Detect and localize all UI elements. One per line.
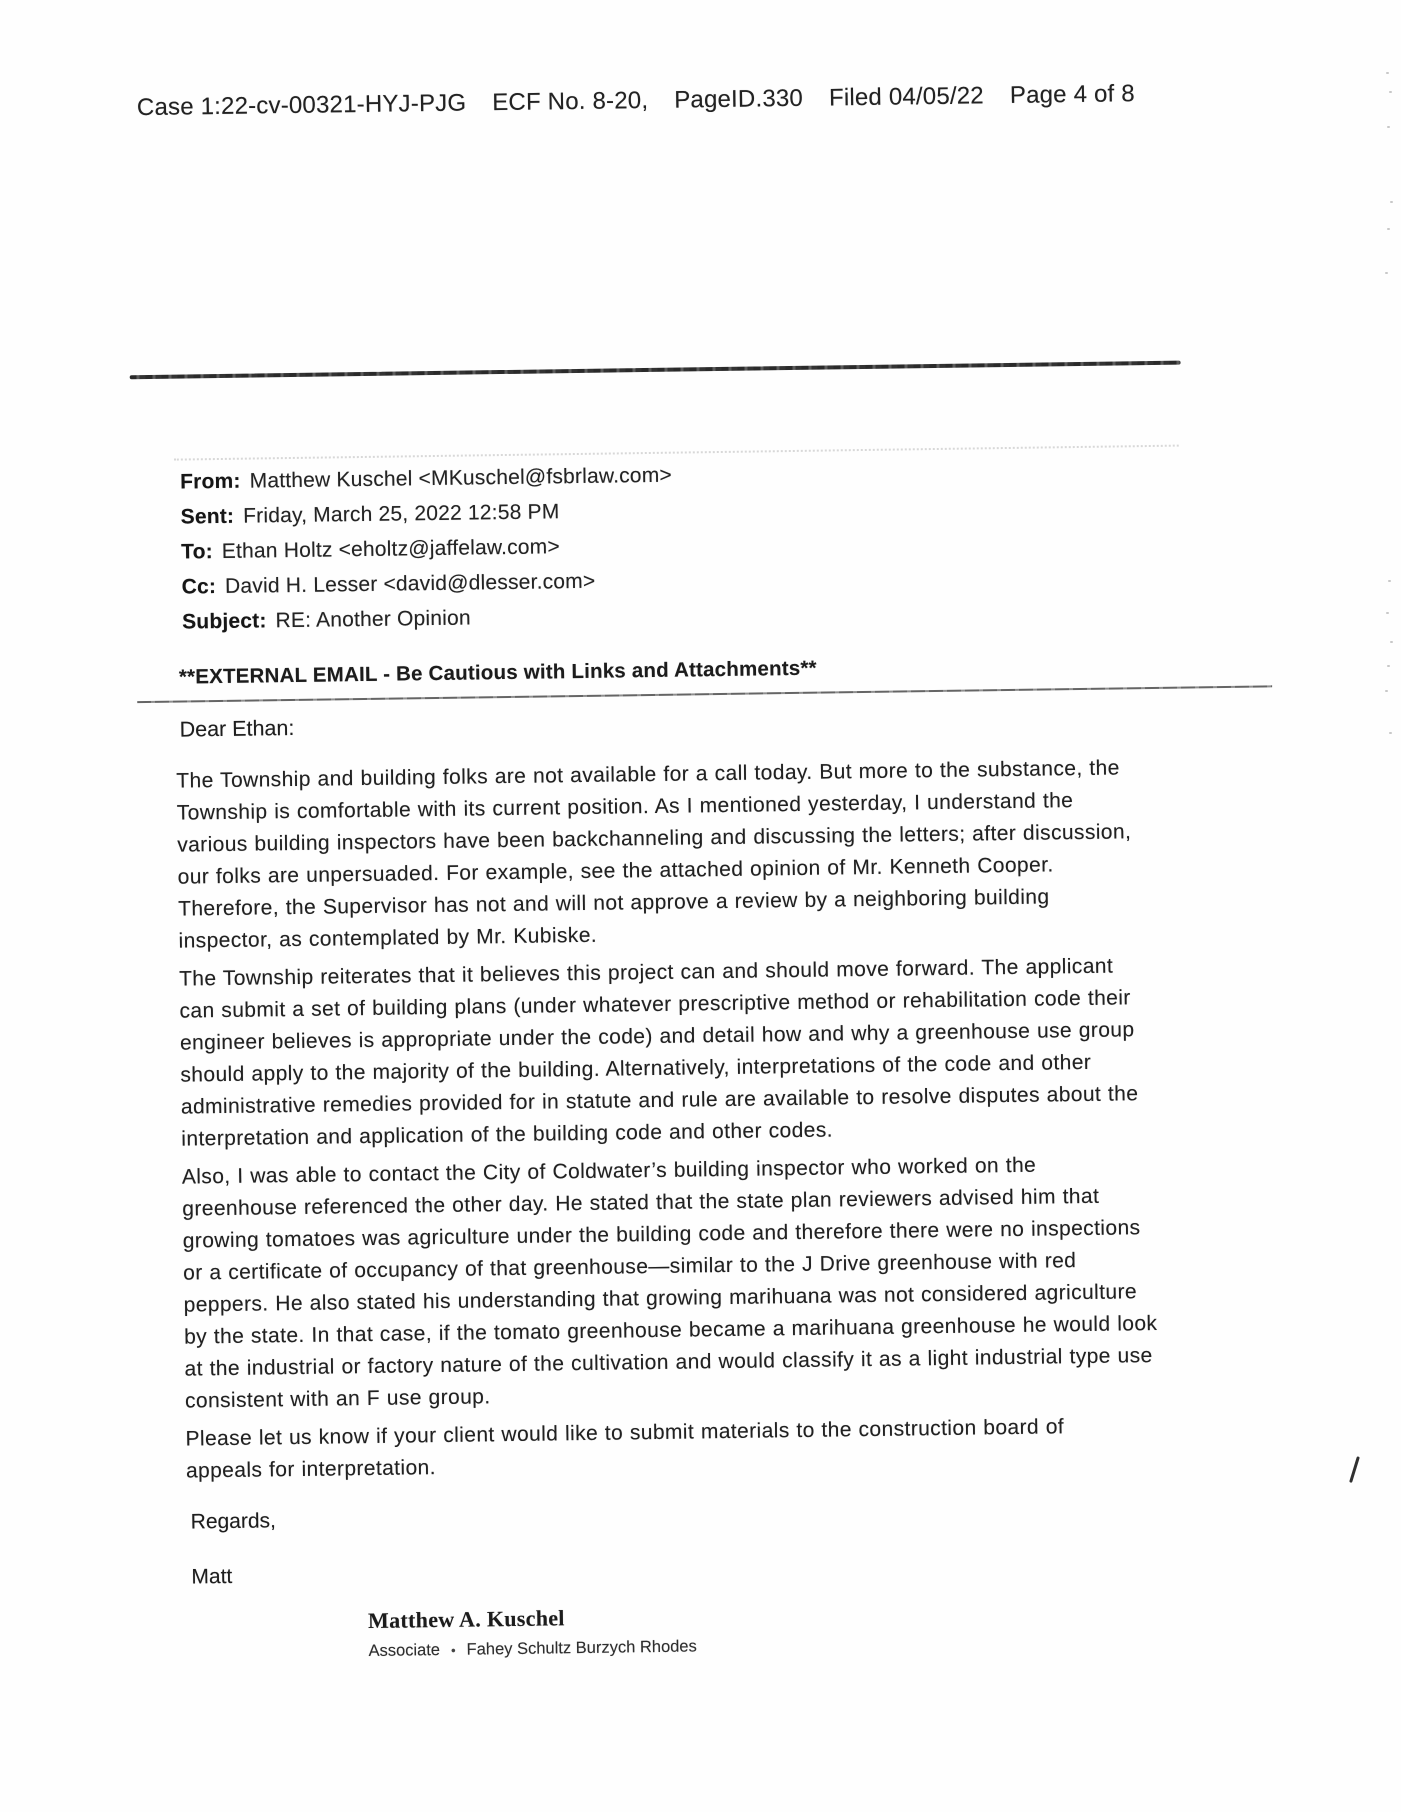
subject-value: RE: Another Opinion bbox=[275, 606, 471, 633]
filed-date: Filed 04/05/22 bbox=[828, 82, 985, 112]
case-number: Case 1:22-cv-00321-HYJ-PJG bbox=[136, 89, 467, 122]
salutation: Dear Ethan: bbox=[179, 715, 295, 742]
sent-label: Sent: bbox=[180, 504, 235, 529]
scan-speck bbox=[1387, 228, 1390, 230]
email-header-block bbox=[180, 461, 674, 643]
scan-speck bbox=[1385, 690, 1388, 692]
section-divider-line bbox=[137, 685, 1272, 703]
closing: Regards, bbox=[190, 1509, 277, 1534]
page-number: Page 4 of 8 bbox=[1009, 80, 1136, 109]
scan-separator-line bbox=[130, 361, 1181, 380]
to-value: Ethan Holtz <eholtz@jaffelaw.com> bbox=[221, 535, 561, 563]
subject-label: Subject: bbox=[181, 609, 267, 634]
external-email-warning: **EXTERNAL EMAIL - Be Cautious with Links and Attachments** bbox=[178, 656, 817, 689]
signature-title-line bbox=[368, 1637, 697, 1661]
cc-label: Cc: bbox=[181, 575, 217, 599]
scan-speck bbox=[1385, 272, 1388, 274]
scan-smudge-line bbox=[174, 445, 1179, 461]
scan-speck bbox=[1387, 126, 1390, 128]
from-label: From: bbox=[180, 469, 241, 494]
scan-speck bbox=[1387, 665, 1390, 667]
sent-value: Friday, March 25, 2022 12:58 PM bbox=[242, 500, 560, 528]
scan-speck bbox=[1390, 641, 1393, 643]
body-paragraph-3: Also, I was able to contact the City of Coldwater’s building inspector who worked on the greenhouse referenced the other day. He stated that the state plan reviewers advised him that growing tomatoes was agriculture under the building code and therefore there were no inspections or a certificate of occupancy of that greenhouse—similar to the J Drive greenhouse with red peppers. He also stated his understanding that growing marihuana was not considered agriculture by the state. In that case, if the tomato greenhouse became a marihuana greenhouse he would look at the industrial or factory nature of the cultivation and would classify it as a light industrial type use consistent with an F use group. bbox=[181, 1153, 1158, 1413]
scan-speck bbox=[1386, 72, 1389, 74]
bullet-separator-icon: • bbox=[450, 1642, 456, 1658]
signature-firm: Fahey Schultz Burzych Rhodes bbox=[466, 1637, 697, 1659]
scan-speck bbox=[1386, 612, 1389, 614]
from-value: Matthew Kuschel <MKuschel@fsbrlaw.com> bbox=[249, 463, 673, 493]
subject-row bbox=[182, 601, 674, 643]
signoff-name: Matt bbox=[191, 1564, 233, 1589]
to-label: To: bbox=[180, 540, 214, 564]
court-stamp-header bbox=[137, 80, 1135, 122]
signature-role: Associate bbox=[368, 1641, 441, 1661]
signature-name: Matthew A. Kuschel bbox=[367, 1605, 565, 1634]
body-paragraph-2: The Township reiterates that it believes this project can and should move forward. The applicant can submit a set of building plans (under whatever prescriptive method or rehabilitation code their engineer believes is appropriate under the code) and detail how and why a greenhouse use group should apply to the majority of the building. Alternatively, interpretations of the code and other administrative remedies provided for in statute and rule are available to resolve disputes about the interpretation and application of the building code and other codes. bbox=[178, 954, 1139, 1151]
scan-speck bbox=[1390, 201, 1393, 203]
cc-value: David H. Lesser <david@dlesser.com> bbox=[224, 569, 596, 598]
body-paragraph-4: Please let us know if your client would like to submit materials to the construction board of appeals for interpretation. bbox=[185, 1415, 1065, 1483]
scan-speck bbox=[1388, 580, 1391, 582]
ecf-number: ECF No. 8-20, bbox=[492, 86, 649, 117]
scan-speck bbox=[1389, 732, 1392, 734]
page-id: PageID.330 bbox=[674, 84, 804, 114]
scan-speck bbox=[1389, 91, 1392, 93]
body-paragraph-1: The Township and building folks are not available for a call today. But more to the substance, the Township is comfortable with its current position. As I mentioned yesterday, I understand the various building inspectors have been backchanneling and discussing the letters; after discussion, our folks are unpersuaded. For example, see the attached opinion of Mr. Kenneth Cooper. Therefore, the Supervisor has not and will not approve a review by a neighboring building inspector, as contemplated by Mr. Kubiske. bbox=[176, 756, 1132, 953]
